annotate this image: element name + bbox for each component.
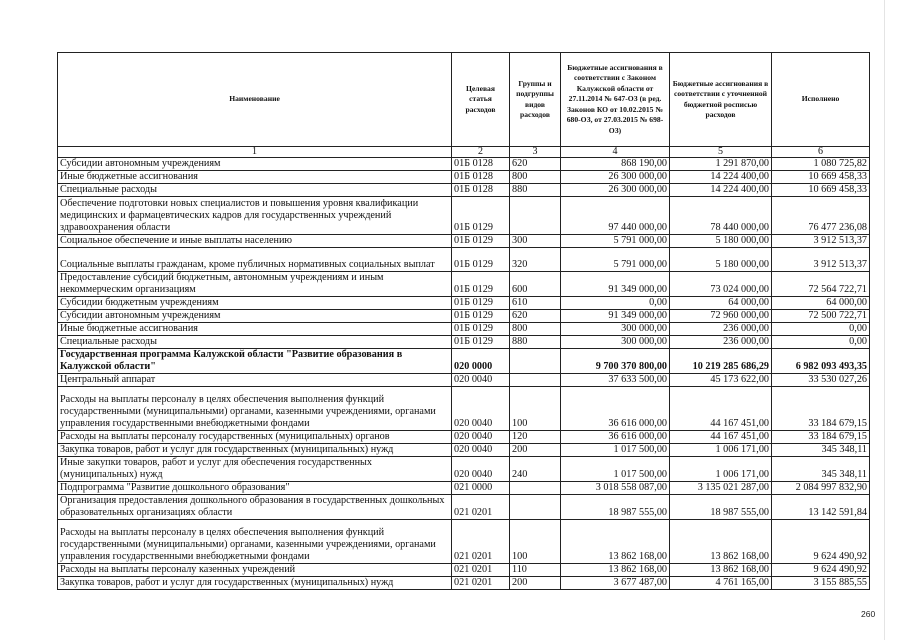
- row-executed-amount: 3 155 885,55: [772, 577, 870, 590]
- row-law-amount: 5 791 000,00: [561, 235, 670, 248]
- table-row: [58, 457, 870, 482]
- table-row: [58, 564, 870, 577]
- row-name: Организация предоставления дошкольного образования в государственных дошкольных образовательных организациях области: [58, 495, 452, 520]
- table-row: [58, 577, 870, 590]
- row-name: Расходы на выплаты персоналу в целях обеспечения выполнения функций государственными (муниципальными) органами, казенными учреждениями, органами управления государственными внебюджетными фондами: [58, 520, 452, 564]
- row-executed-amount: 72 564 722,71: [772, 272, 870, 297]
- row-refined-amount: 14 224 400,00: [670, 184, 772, 197]
- row-expense-group: [510, 197, 561, 235]
- table-row: [58, 310, 870, 323]
- table-row: [58, 171, 870, 184]
- row-law-amount: 13 862 168,00: [561, 564, 670, 577]
- row-refined-amount: 72 960 000,00: [670, 310, 772, 323]
- table-row: [58, 297, 870, 310]
- row-executed-amount: 9 624 490,92: [772, 520, 870, 564]
- header-group: Группы и подгруппы видов расходов: [510, 53, 561, 147]
- row-law-amount: 1 017 500,00: [561, 444, 670, 457]
- table-row: [58, 349, 870, 374]
- row-executed-amount: 3 912 513,37: [772, 235, 870, 248]
- row-law-amount: 36 616 000,00: [561, 387, 670, 431]
- column-number: 2: [452, 147, 510, 158]
- row-article-code: 020 0000: [452, 349, 510, 374]
- row-executed-amount: 3 912 513,37: [772, 248, 870, 272]
- row-name: Специальные расходы: [58, 184, 452, 197]
- table-row: [58, 197, 870, 235]
- row-refined-amount: 10 219 285 686,29: [670, 349, 772, 374]
- row-refined-amount: 236 000,00: [670, 336, 772, 349]
- table-row: [58, 323, 870, 336]
- row-article-code: 020 0040: [452, 431, 510, 444]
- budget-sheet: [57, 52, 870, 590]
- header-law-allocations: Бюджетные ассигнования в соответствии с Законом Калужской области от 27.11.2014 № 647-ОЗ (в ред. Законов КО от 10.02.2015 № 680-ОЗ, от 27.03.2015 № 698-ОЗ): [561, 53, 670, 147]
- row-executed-amount: 33 184 679,15: [772, 431, 870, 444]
- row-law-amount: 3 677 487,00: [561, 577, 670, 590]
- row-article-code: 021 0201: [452, 564, 510, 577]
- row-name: Расходы на выплаты персоналу государственных (муниципальных) органов: [58, 431, 452, 444]
- row-law-amount: 26 300 000,00: [561, 171, 670, 184]
- column-number: 5: [670, 147, 772, 158]
- row-executed-amount: 345 348,11: [772, 457, 870, 482]
- table-row: [58, 158, 870, 171]
- row-article-code: 020 0040: [452, 457, 510, 482]
- row-law-amount: 37 633 500,00: [561, 374, 670, 387]
- row-expense-group: 800: [510, 323, 561, 336]
- row-name: Расходы на выплаты персоналу в целях обеспечения выполнения функций государственными (муниципальными) органами, казенными учреждениями, органами управления государственными внебюджетными фондами: [58, 387, 452, 431]
- row-name: Социальные выплаты гражданам, кроме публичных нормативных социальных выплат: [58, 248, 452, 272]
- column-number: 1: [58, 147, 452, 158]
- row-name: Расходы на выплаты персоналу казенных учреждений: [58, 564, 452, 577]
- row-article-code: 020 0040: [452, 444, 510, 457]
- row-article-code: 021 0201: [452, 520, 510, 564]
- table-row: [58, 387, 870, 431]
- row-article-code: 01Б 0129: [452, 310, 510, 323]
- row-name: Субсидии автономным учреждениям: [58, 158, 452, 171]
- table-row: [58, 444, 870, 457]
- row-refined-amount: 64 000,00: [670, 297, 772, 310]
- row-executed-amount: 10 669 458,33: [772, 171, 870, 184]
- row-expense-group: 600: [510, 272, 561, 297]
- row-law-amount: 5 791 000,00: [561, 248, 670, 272]
- row-expense-group: [510, 374, 561, 387]
- row-refined-amount: 5 180 000,00: [670, 248, 772, 272]
- row-refined-amount: 1 006 171,00: [670, 457, 772, 482]
- row-law-amount: 91 349 000,00: [561, 272, 670, 297]
- row-refined-amount: 13 862 168,00: [670, 520, 772, 564]
- row-law-amount: 91 349 000,00: [561, 310, 670, 323]
- header-refined-allocations: Бюджетные ассигнования в соответствии с уточненной бюджетной росписью расходов: [670, 53, 772, 147]
- row-law-amount: 868 190,00: [561, 158, 670, 171]
- row-law-amount: 9 700 370 800,00: [561, 349, 670, 374]
- header-executed: Исполнено: [772, 53, 870, 147]
- row-name: Закупка товаров, работ и услуг для государственных (муниципальных) нужд: [58, 444, 452, 457]
- row-refined-amount: 78 440 000,00: [670, 197, 772, 235]
- row-article-code: 01Б 0129: [452, 336, 510, 349]
- row-article-code: 01Б 0129: [452, 235, 510, 248]
- row-name: Субсидии бюджетным учреждениям: [58, 297, 452, 310]
- row-executed-amount: 72 500 722,71: [772, 310, 870, 323]
- table-row: [58, 272, 870, 297]
- row-expense-group: [510, 349, 561, 374]
- row-article-code: 020 0040: [452, 374, 510, 387]
- row-executed-amount: 33 530 027,26: [772, 374, 870, 387]
- row-expense-group: 880: [510, 184, 561, 197]
- row-refined-amount: 14 224 400,00: [670, 171, 772, 184]
- row-name: Иные закупки товаров, работ и услуг для обеспечения государственных (муниципальных) нужд: [58, 457, 452, 482]
- row-law-amount: 13 862 168,00: [561, 520, 670, 564]
- scan-edge-line: [884, 0, 885, 640]
- row-executed-amount: 0,00: [772, 323, 870, 336]
- row-refined-amount: 18 987 555,00: [670, 495, 772, 520]
- row-article-code: 020 0040: [452, 387, 510, 431]
- row-name: Закупка товаров, работ и услуг для государственных (муниципальных) нужд: [58, 577, 452, 590]
- row-expense-group: 320: [510, 248, 561, 272]
- row-expense-group: 100: [510, 387, 561, 431]
- row-name: Предоставление субсидий бюджетным, автономным учреждениям и иным некоммерческим организациям: [58, 272, 452, 297]
- column-number-row: [58, 147, 870, 158]
- header-name: Наименование: [58, 53, 452, 147]
- header-row: [58, 53, 870, 147]
- row-name: Обеспечение подготовки новых специалистов и повышения уровня квалификации медицинских и фармацевтических кадров для государственных учреждений здравоохранения области: [58, 197, 452, 235]
- table-row: [58, 336, 870, 349]
- row-name: Иные бюджетные ассигнования: [58, 171, 452, 184]
- row-expense-group: 100: [510, 520, 561, 564]
- row-article-code: 01Б 0129: [452, 323, 510, 336]
- row-article-code: 021 0201: [452, 495, 510, 520]
- row-executed-amount: 2 084 997 832,90: [772, 482, 870, 495]
- table-row: [58, 184, 870, 197]
- row-law-amount: 1 017 500,00: [561, 457, 670, 482]
- table-row: [58, 520, 870, 564]
- row-article-code: 01Б 0128: [452, 184, 510, 197]
- row-expense-group: 110: [510, 564, 561, 577]
- row-refined-amount: 1 006 171,00: [670, 444, 772, 457]
- row-executed-amount: 10 669 458,33: [772, 184, 870, 197]
- row-refined-amount: 13 862 168,00: [670, 564, 772, 577]
- row-executed-amount: 345 348,11: [772, 444, 870, 457]
- table-row: [58, 248, 870, 272]
- row-refined-amount: 45 173 622,00: [670, 374, 772, 387]
- budget-table: [57, 52, 870, 590]
- row-law-amount: 97 440 000,00: [561, 197, 670, 235]
- row-article-code: 01Б 0129: [452, 297, 510, 310]
- row-executed-amount: 0,00: [772, 336, 870, 349]
- row-article-code: 01Б 0128: [452, 171, 510, 184]
- row-law-amount: 300 000,00: [561, 323, 670, 336]
- row-name: Центральный аппарат: [58, 374, 452, 387]
- row-executed-amount: 6 982 093 493,35: [772, 349, 870, 374]
- row-law-amount: 300 000,00: [561, 336, 670, 349]
- row-executed-amount: 13 142 591,84: [772, 495, 870, 520]
- row-refined-amount: 4 761 165,00: [670, 577, 772, 590]
- row-expense-group: [510, 482, 561, 495]
- row-refined-amount: 1 291 870,00: [670, 158, 772, 171]
- row-executed-amount: 9 624 490,92: [772, 564, 870, 577]
- row-executed-amount: 33 184 679,15: [772, 387, 870, 431]
- row-law-amount: 18 987 555,00: [561, 495, 670, 520]
- row-law-amount: 36 616 000,00: [561, 431, 670, 444]
- table-row: [58, 431, 870, 444]
- row-executed-amount: 64 000,00: [772, 297, 870, 310]
- row-law-amount: 0,00: [561, 297, 670, 310]
- table-row: [58, 235, 870, 248]
- row-expense-group: 200: [510, 444, 561, 457]
- row-expense-group: 300: [510, 235, 561, 248]
- row-article-code: 01Б 0128: [452, 158, 510, 171]
- column-number: 4: [561, 147, 670, 158]
- row-name: Социальное обеспечение и иные выплаты населению: [58, 235, 452, 248]
- row-name: Иные бюджетные ассигнования: [58, 323, 452, 336]
- row-expense-group: 800: [510, 171, 561, 184]
- header-article: Целевая статья расходов: [452, 53, 510, 147]
- row-article-code: 01Б 0129: [452, 272, 510, 297]
- row-expense-group: [510, 495, 561, 520]
- row-refined-amount: 44 167 451,00: [670, 387, 772, 431]
- row-expense-group: 120: [510, 431, 561, 444]
- column-number: 3: [510, 147, 561, 158]
- row-name: Подпрограмма "Развитие дошкольного образования": [58, 482, 452, 495]
- row-expense-group: 240: [510, 457, 561, 482]
- row-executed-amount: 76 477 236,08: [772, 197, 870, 235]
- row-refined-amount: 3 135 021 287,00: [670, 482, 772, 495]
- row-expense-group: 200: [510, 577, 561, 590]
- row-refined-amount: 73 024 000,00: [670, 272, 772, 297]
- row-expense-group: 620: [510, 158, 561, 171]
- row-article-code: 01Б 0129: [452, 248, 510, 272]
- row-refined-amount: 236 000,00: [670, 323, 772, 336]
- page-number: 260: [861, 609, 876, 619]
- row-name: Специальные расходы: [58, 336, 452, 349]
- row-name: Государственная программа Калужской области "Развитие образования в Калужской области": [58, 349, 452, 374]
- table-row: [58, 374, 870, 387]
- row-refined-amount: 5 180 000,00: [670, 235, 772, 248]
- row-executed-amount: 1 080 725,82: [772, 158, 870, 171]
- row-law-amount: 3 018 558 087,00: [561, 482, 670, 495]
- table-body: [58, 158, 870, 590]
- row-expense-group: 610: [510, 297, 561, 310]
- row-article-code: 021 0000: [452, 482, 510, 495]
- table-row: [58, 495, 870, 520]
- row-expense-group: 880: [510, 336, 561, 349]
- row-expense-group: 620: [510, 310, 561, 323]
- row-article-code: 01Б 0129: [452, 197, 510, 235]
- row-name: Субсидии автономным учреждениям: [58, 310, 452, 323]
- column-number: 6: [772, 147, 870, 158]
- row-refined-amount: 44 167 451,00: [670, 431, 772, 444]
- table-row: [58, 482, 870, 495]
- row-law-amount: 26 300 000,00: [561, 184, 670, 197]
- row-article-code: 021 0201: [452, 577, 510, 590]
